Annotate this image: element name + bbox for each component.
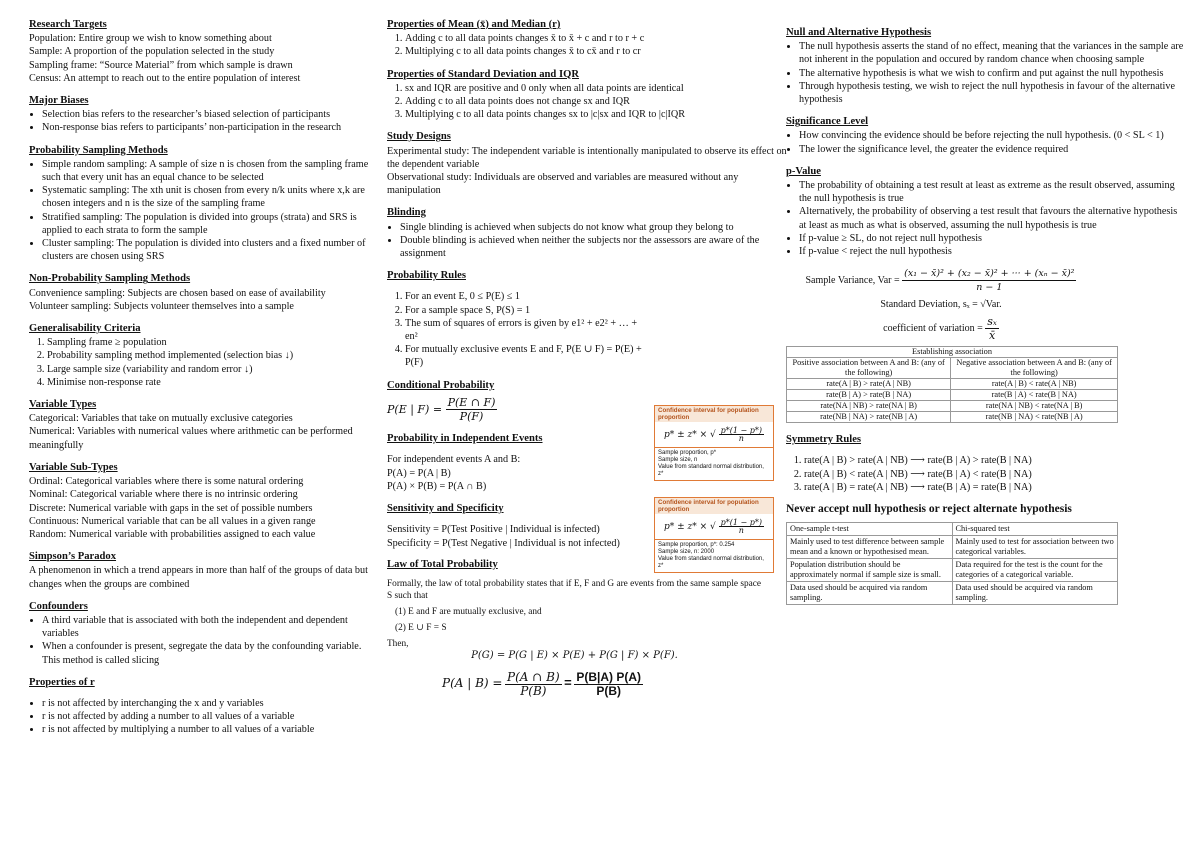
section-heading: Null and Alternative Hypothesis [786,27,932,38]
list-item: • Alternatively, the probability of observing a test result that favours the alternative hypothesis at least as much as what is observed, assuming the null hypothesis is true [799,205,1186,231]
text-line: Random: Numerical variable with probabilities assigned to each value [29,528,316,540]
table-cell: rate(NA | NB) < rate(NA | B) [951,401,1118,412]
list-item: • The null hypothesis asserts the stand of no effect, meaning that the variances in the sample are not inherent in the population and occured by random chance when choosing sample [799,40,1186,66]
list-item: 2. Adding c to all data points does not change sx and IQR [405,95,787,108]
study-designs-section [387,130,787,197]
hypothesis-section [786,26,1186,106]
fraction [574,671,643,698]
list-item: • r is not affected by interchanging the x and y variables [42,697,379,710]
list-item: 1. sx and IQR are positive and 0 only when all data points are identical [405,82,787,95]
text-line: (1) E and F are mutually exclusive, and [395,606,542,617]
table-title: Establishing association [787,347,1118,358]
ci-notes [655,447,773,480]
table-row [787,412,1118,423]
text-line: Numerical: Variables with numerical values where arithmetic can be performed meaningfully [29,426,353,451]
ci-note: Sample proportion, p* [658,450,717,456]
p-value-section [786,165,1186,258]
list-item: 1. For an event E, 0 ≤ P(E) ≤ 1 [405,290,652,303]
column-left [29,18,379,746]
text-line: P(A) = P(A | B) [387,467,451,479]
sample-variance-formula [786,267,1096,294]
section-heading: Research Targets [29,19,107,30]
text-line: Sampling frame: “Source Material” from which sample is drawn [29,59,293,71]
list-item: • Single blinding is achieved when subjects do not know what group they belong to [400,221,787,234]
independent-events-section [387,432,647,493]
section-heading: Generalisability Criteria [29,323,141,335]
bayes-lhs: P(A | B) = [442,675,503,690]
section-heading: Probability in Independent Events [387,433,543,445]
list-item: • How convincing the evidence should be before rejecting the null hypothesis. (0 < SL < 1) [799,129,1186,142]
section-heading: Probability Sampling Methods [29,144,168,156]
text-line: Formally, the law of total probability states that if E, F and G are events from the same sample space S such that [387,578,762,601]
list-item: 4. Minimise non-response rate [47,376,379,389]
list-item: • If p-value ≥ SL, do not reject null hypothesis [799,232,1186,245]
fraction [446,396,498,423]
table-cell: rate(NB | NA) < rate(NB | A) [951,412,1118,423]
total-probability-formula: P(G) = P(G | E) × P(E) + P(G | F) × P(F). [471,649,678,661]
ci-formula [655,422,773,447]
sd-iqr-section [387,68,787,122]
table-cell: rate(B | A) > rate(B | NA) [787,390,951,401]
never-accept-heading: Never accept null hypothesis or reject alternate hypothesis [786,503,1072,516]
list-item: 2. rate(A | B) < rate(A | NB) ⟶ rate(B | A) < rate(B | NA) [804,468,1186,481]
list-item: 2. Probability sampling method implemented (selection bias ↓) [47,349,379,362]
fraction [985,315,999,342]
association-table [786,346,1118,423]
text-line: Observational study: Individuals are observed and variables are measured without any manipulation [387,172,739,197]
fraction-numerator: sₓ [987,315,997,329]
section-heading: Variable Types [29,399,97,411]
text-line: Categorical: Variables that take on mutually exclusive categories [29,413,293,425]
section-heading: Probability Rules [387,270,466,282]
text-line: (2) E ∪ F = S [395,622,447,633]
list-item: 3. Multiplying c to all data points changes sx to |c|sx and IQR to |c|IQR [405,108,787,121]
table-cell: Data used should be acquired via random sampling. [952,582,1118,605]
section-heading: Properties of Standard Deviation and IQR [387,68,579,80]
list-item: • Simple random sampling: A sample of size n is chosen from the sampling frame such that every unit has an equal chance to be selected [42,158,379,184]
ci-note: Sample size, n: 2000 [658,549,715,555]
text-line: Nominal: Categorical variable where there is no intrinsic ordering [29,489,298,501]
section-heading: Significance Level [786,116,869,128]
fraction-numerator: p*(1 − p*) [720,426,763,435]
ci-formula-left: p* ± z* × [663,430,708,440]
list-item: • A third variable that is associated with both the independent and dependent variables [42,614,379,640]
table-cell: Data used should be acquired via random sampling. [787,582,953,605]
text-line: For independent events A and B: [387,454,521,466]
probability-sampling-section [29,144,379,264]
section-heading: Major Biases [29,95,89,107]
formula-lhs: P(E | F) = [387,402,443,416]
table-row [787,379,1118,390]
list-item: 3. rate(A | B) = rate(A | NB) ⟶ rate(B | A) = rate(B | NA) [804,481,1186,494]
table-row [787,559,1118,582]
list-item: • Selection bias refers to the researcher’s biased selection of participants [42,108,379,121]
list-item: 2. For a sample space S, P(S) = 1 [405,304,652,317]
table-cell: Population distribution should be approximately normal if sample size is small. [787,559,953,582]
fraction-denominator: n − 1 [976,282,1003,294]
section-heading: Sensitivity and Specificity [387,503,504,515]
table-header: One-sample t-test [787,523,953,536]
table-cell: Mainly used to test difference between sample mean and a known or hypothesised mean. [787,536,953,559]
text-line: Continuous: Numerical variable that can be all values in a given range [29,515,316,527]
table-header: Chi-squared test [952,523,1118,536]
variance-formulas [786,267,1096,342]
section-heading: Confounders [29,600,88,612]
fraction-denominator: P(F) [459,410,484,424]
confounders-section [29,600,379,667]
list-item: • r is not affected by adding a number to all values of a variable [42,710,379,723]
section-heading: Symmetry Rules [786,434,862,446]
ci-notes [655,539,773,572]
equals-sign: = [564,674,572,690]
text-line: Sensitivity = P(Test Positive | Individual is infected) [387,524,600,536]
coefficient-variation-formula [786,315,1096,342]
fraction [505,671,562,698]
conditional-probability-section [387,379,647,424]
formula-lhs: Sample Variance, Var = [805,275,900,287]
fraction [719,427,764,442]
fraction [902,267,1076,294]
section-heading: Conditional Probability [387,379,495,391]
fraction-denominator: n [738,526,744,535]
section-heading: Simpson’s Paradox [29,551,117,563]
text-line: Volunteer sampling: Subjects volunteer themselves into a sample [29,300,294,312]
section-heading: Non-Probability Sampling Methods [29,273,191,285]
text-line: Ordinal: Categorical variables where there is some natural ordering [29,476,304,488]
text-line: Census: An attempt to reach out to the entire population of interest [29,72,301,84]
list-item: 1. Sampling frame ≥ population [47,336,379,349]
properties-r-section [29,676,379,737]
text-line: Specificity = P(Test Negative | Individual is not infected) [387,537,620,549]
text-line: Convenience sampling: Subjects are chosen based on ease of availability [29,287,326,299]
variable-subtypes-section [29,461,379,541]
text-line: Experimental study: The independent variable is intentionally manipulated to observe its effect on the dependent variable [387,145,787,170]
formula-lhs: coefficient of variation = [883,323,983,335]
section-heading: Properties of Mean (x̄) and Median (r) [387,19,561,30]
column-middle [387,18,787,698]
ci-note: Value from standard normal distribution, z* [658,464,764,477]
fraction-numerator: (x₁ − x̄)² + (x₂ − x̄)² + ··· + (xₙ − x̄)² [904,268,1075,280]
standard-deviation-formula: Standard Deviation, sₓ = √Var. [880,299,1002,311]
significance-section [786,115,1186,156]
mean-median-section [387,18,787,59]
table-cell: rate(A | B) > rate(A | NB) [787,379,951,390]
list-item: • If p-value < reject the null hypothesis [799,245,1186,258]
simpsons-paradox-section [29,550,379,591]
table-cell: rate(B | A) < rate(B | NA) [951,390,1118,401]
table-header: Positive association between A and B: (any of the following) [787,358,951,379]
list-item: • Stratified sampling: The population is divided into groups (strata) and SRS is applied to each strata to form the sample [42,211,379,237]
text-line: Sample: A proportion of the population selected in the study [29,46,275,58]
table-row [787,536,1118,559]
column-right [786,26,1186,605]
sqrt-sign: √ [710,430,716,440]
section-heading: Properties of r [29,676,95,688]
list-item: • Cluster sampling: The population is divided into clusters and a fixed number of clusters are chosen using SRS [42,237,379,263]
list-item: 3. Large sample size (variability and random error ↓) [47,363,379,376]
variable-types-section [29,398,379,452]
bayes-formula [387,671,787,698]
table-cell: rate(NA | NB) > rate(NA | B) [787,401,951,412]
confidence-interval-box [654,405,774,481]
list-item: • The lower the significance level, the greater the evidence required [799,143,1186,156]
non-probability-sampling-section [29,272,379,313]
research-targets-section [29,18,379,85]
total-probability-section [387,559,762,662]
table-row [787,401,1118,412]
list-item: • When a confounder is present, segregate the data by the confounding variable. This method is called slicing [42,640,379,666]
fraction-denominator: x̄ [988,329,996,343]
confidence-interval-box [654,497,774,573]
list-item: • r is not affected by multiplying a number to all values of a variable [42,723,379,736]
ci-note: Sample proportion, p*: 0.254 [658,542,735,548]
fraction [719,519,764,534]
list-item: 1. Adding c to all data points changes x̄ to x̄ + c and r to r + c [405,32,787,45]
major-biases-section [29,94,379,135]
generalisability-section [29,322,379,389]
table-cell: Data required for the test is the count for the categories of a categorical variable. [952,559,1118,582]
text-line: P(A) × P(B) = P(A ∩ B) [387,480,487,492]
blinding-section [387,206,787,260]
section-heading: Blinding [387,207,426,219]
fraction-numerator: p*(1 − p*) [720,518,763,527]
table-cell: Mainly used to test for association between two categorical variables. [952,536,1118,559]
text-line: A phenomenon in which a trend appears in more than half of the groups of data but changes when the groups are combined [29,565,368,590]
section-heading: Study Designs [387,131,451,143]
list-item: • Non-response bias refers to participants’ non-participation in the research [42,121,379,134]
section-heading: Variable Sub-Types [29,461,118,473]
list-item: • Through hypothesis testing, we wish to reject the null hypothesis in favour of the alternative hypothesis [799,80,1186,106]
ci-formula-left: p* ± z* × [663,522,708,532]
fraction-numerator: P(E ∩ F) [447,395,496,409]
list-item: 2. Multiplying c to all data points changes x̄ to cx̄ and r to cr [405,45,787,58]
text-line: Then, [387,638,409,649]
fraction-numerator: P(B|A) P(A) [576,669,641,684]
tests-table [786,522,1118,605]
section-heading: Law of Total Probability [387,558,498,570]
text-line: Population: Entire group we wish to know something about [29,33,272,45]
list-item: 4. For mutually exclusive events E and F, P(E ∪ F) = P(E) + P(F) [405,343,652,369]
table-row [787,390,1118,401]
ci-note: Sample size, n [658,457,698,463]
fraction-denominator: P(B) [596,683,621,698]
fraction-numerator: P(A ∩ B) [507,669,560,684]
conditional-formula [387,395,497,424]
table-header: Negative association between A and B: (any of the following) [951,358,1118,379]
symmetry-rules-section [786,433,1186,494]
list-item: • Systematic sampling: The xth unit is chosen from every n/k units where x,k are chosen integers and n is the size of the sampling frame [42,184,379,210]
text-line: Discrete: Numerical variable with gaps in the set of possible numbers [29,502,313,514]
list-item: 3. The sum of squares of errors is given by e1² + e2² + … + en² [405,317,652,343]
ci-title: Confidence interval for population proportion [655,406,773,422]
sqrt-sign: √ [710,522,716,532]
table-cell: rate(NB | NA) > rate(NB | A) [787,412,951,423]
list-item: • Double blinding is achieved when neither the subjects nor the assessors are aware of the assignment [400,234,787,260]
fraction-denominator: P(B) [520,683,547,698]
probability-rules-section [387,269,652,369]
ci-note: Value from standard normal distribution, z* [658,556,764,569]
list-item: • The probability of obtaining a test result at least as extreme as the result observed, assuming the null hypothesis is true [799,179,1186,205]
fraction-denominator: n [738,434,744,443]
list-item: • The alternative hypothesis is what we wish to confirm and put against the null hypothesis [799,67,1186,80]
table-cell: rate(A | B) < rate(A | NB) [951,379,1118,390]
ci-title: Confidence interval for population proportion [655,498,773,514]
list-item: 1. rate(A | B) > rate(A | NB) ⟶ rate(B | A) > rate(B | NA) [804,454,1186,467]
ci-formula [655,514,773,539]
section-heading: p-Value [786,165,821,177]
table-row [787,582,1118,605]
